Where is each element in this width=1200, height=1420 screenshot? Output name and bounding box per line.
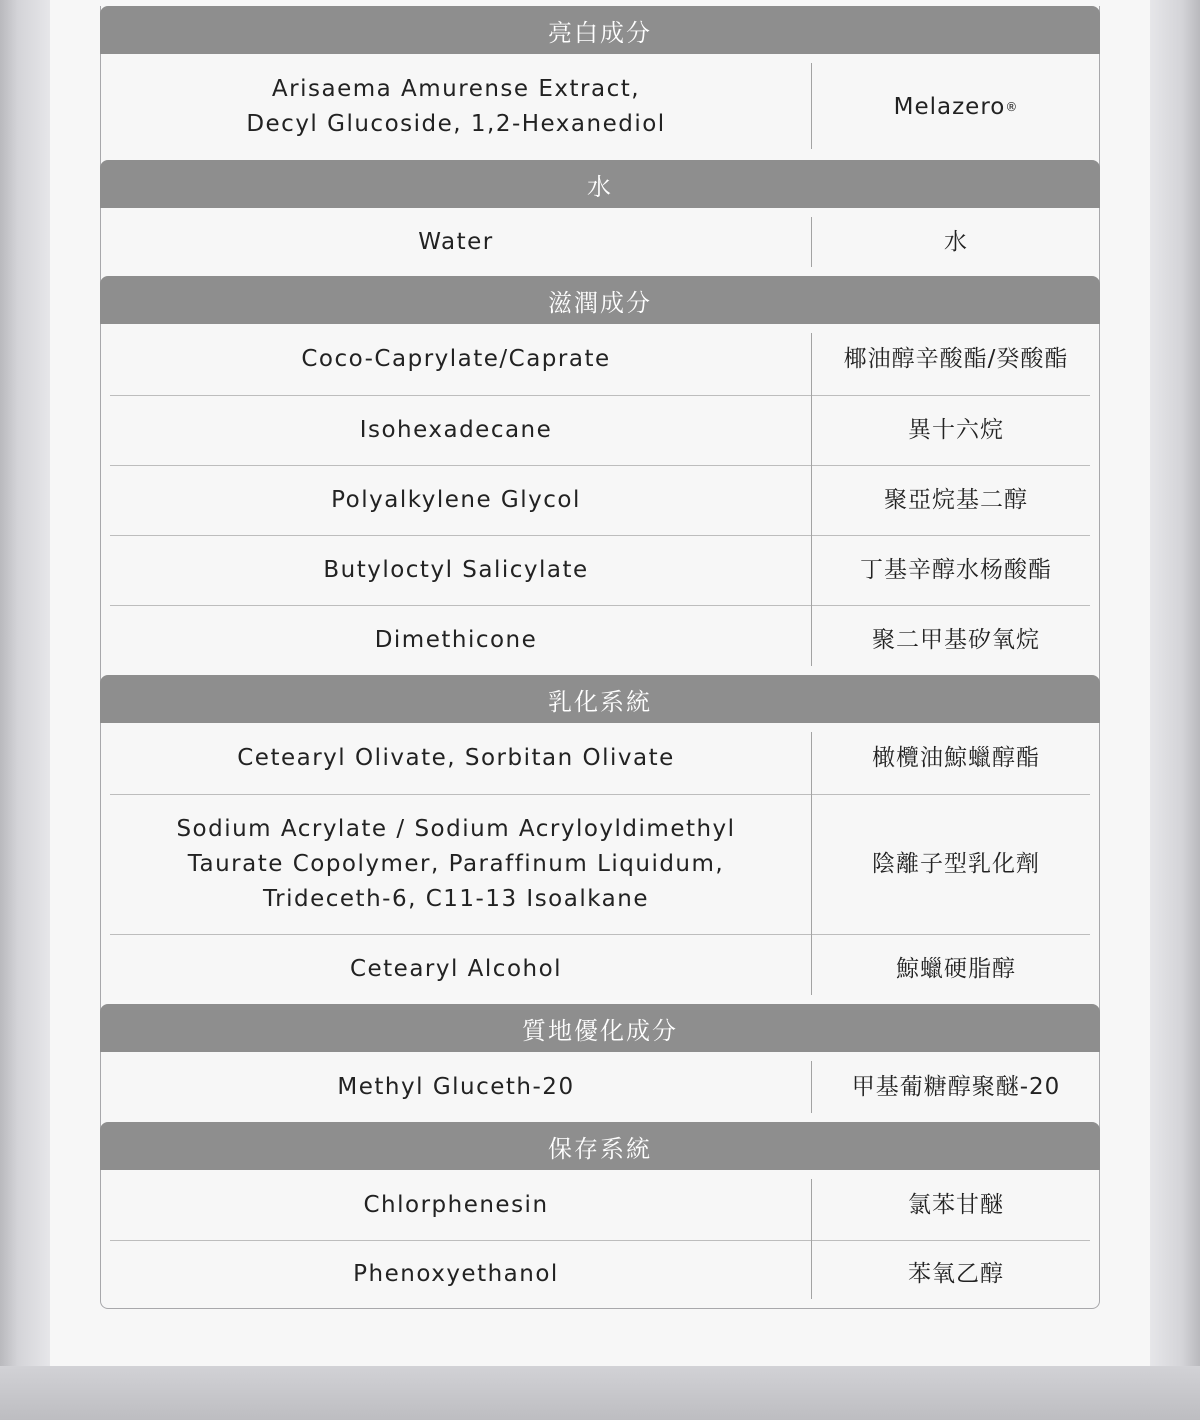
ingredient-en: Isohexadecane <box>359 416 553 443</box>
ingredient-en: Sodium Acrylate / Sodium Acryloyldimethyl Taurate Copolymer, Paraffinum Liquidum, Trideceth-6, C11-13 Isoalkane <box>176 815 736 912</box>
ingredient-zh: 水 <box>944 228 968 255</box>
bottom-shadow <box>0 1366 1200 1420</box>
ingredient-en: Dimethicone <box>374 626 538 653</box>
ingredient-zh: 鯨蠟硬脂醇 <box>896 955 1016 982</box>
section-header-brightening: 亮白成分 <box>100 6 1100 54</box>
ingredient-en: Polyalkylene Glycol <box>331 486 581 513</box>
ingredient-en: Cetearyl Olivate, Sorbitan Olivate <box>237 745 675 771</box>
ingredient-en: Arisaema Amurense Extract, Decyl Glucoside, 1,2-Hexanediol <box>246 76 666 137</box>
ingredient-en: Phenoxyethanol <box>353 1260 559 1287</box>
ingredient-zh: 苯氧乙醇 <box>908 1260 1004 1287</box>
ingredient-zh: 甲基葡糖醇聚醚-20 <box>851 1073 1061 1100</box>
ingredient-zh: 丁基辛醇水杨酸酯 <box>860 556 1052 583</box>
column-divider <box>811 732 812 995</box>
ingredient-en: Methyl Gluceth-20 <box>337 1073 575 1100</box>
ingredient-en: Chlorphenesin <box>363 1191 549 1218</box>
ingredient-zh: 聚亞烷基二醇 <box>884 486 1028 513</box>
ingredient-table <box>100 6 1100 1309</box>
column-divider <box>811 333 812 666</box>
ingredient-en: Water <box>418 228 494 255</box>
section-header-texture: 質地優化成分 <box>100 1004 1100 1052</box>
column-divider <box>811 217 812 267</box>
ingredient-zh: 聚二甲基矽氧烷 <box>872 626 1040 653</box>
ingredient-zh: 氯苯甘醚 <box>908 1191 1004 1218</box>
section-header-water: 水 <box>100 160 1100 208</box>
ingredient-en: Coco-Caprylate/Caprate <box>301 346 611 372</box>
column-divider <box>811 1179 812 1299</box>
ingredient-zh: 陰離子型乳化劑 <box>872 850 1040 877</box>
ingredient-en: Butyloctyl Salicylate <box>323 556 589 583</box>
ingredient-zh: 異十六烷 <box>908 416 1004 443</box>
ingredient-zh: Melazero ® <box>812 54 1100 160</box>
section-header-moisturizing: 滋潤成分 <box>100 276 1100 324</box>
column-divider <box>811 1061 812 1113</box>
ingredient-zh: 椰油醇辛酸酯/癸酸酯 <box>843 346 1069 372</box>
section-header-emulsifier: 乳化系統 <box>100 675 1100 723</box>
section-header-preservative: 保存系統 <box>100 1122 1100 1170</box>
ingredient-en: Cetearyl Alcohol <box>349 955 563 982</box>
ingredient-zh-name: Melazero <box>893 93 1006 120</box>
ingredient-zh: 橄欖油鯨蠟醇酯 <box>872 745 1040 771</box>
column-divider <box>811 63 812 149</box>
